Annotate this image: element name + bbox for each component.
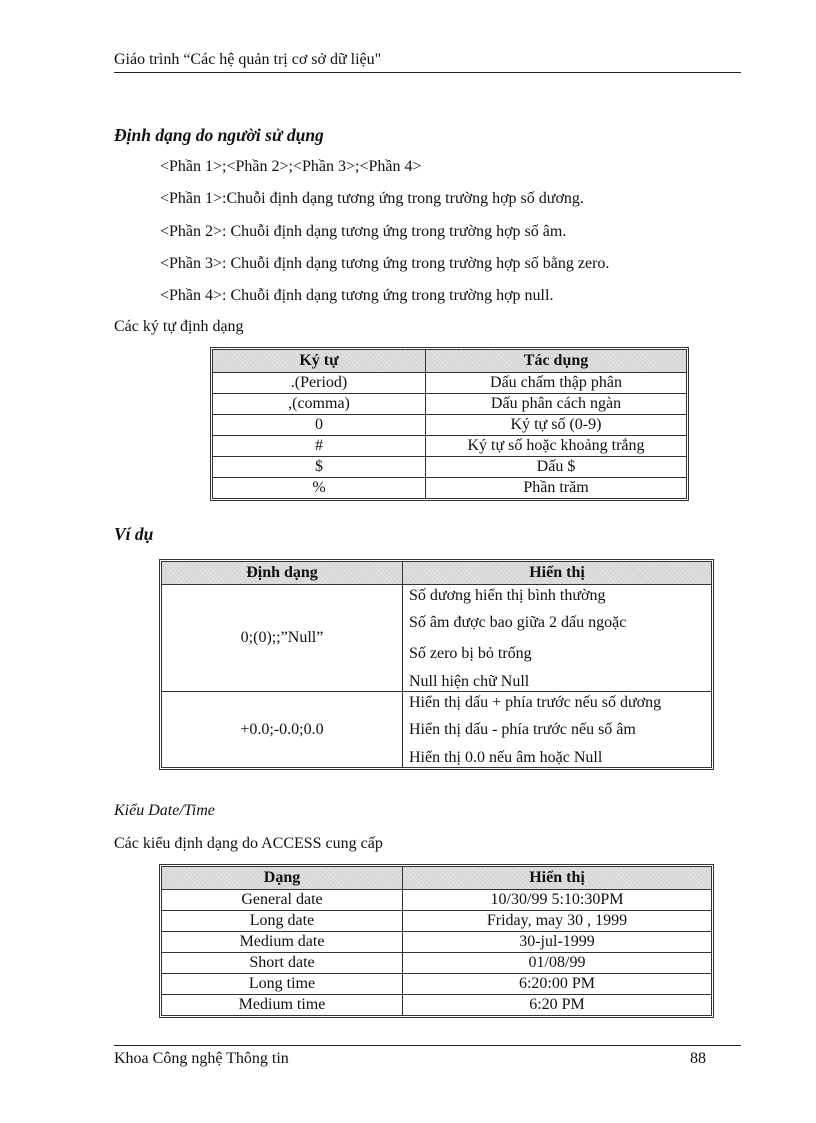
table-cell: General date <box>162 890 403 911</box>
display-line: Hiển thị dấu - phía trước nếu số âm <box>409 721 636 738</box>
table-row <box>213 373 687 394</box>
column-header: Hiển thị <box>403 562 712 585</box>
table-row <box>162 585 712 692</box>
format-line-1: <Phần 1>;<Phần 2>;<Phần 3>;<Phần 4> <box>160 158 422 175</box>
section-heading-example: Ví dụ <box>114 524 154 544</box>
table-cell: 6:20 PM <box>403 995 712 1016</box>
table-row <box>162 995 712 1016</box>
table-cell: 6:20:00 PM <box>403 974 712 995</box>
display-line: Số zero bị bỏ trống <box>409 645 532 662</box>
display-line: Null hiện chữ Null <box>409 673 530 690</box>
page-header-title: Giáo trình “Các hệ quản trị cơ sở dữ liệu" <box>114 51 382 68</box>
display-line: Số dương hiển thị bình thường <box>409 587 606 604</box>
table-cell: Dấu phân cách ngàn <box>426 394 687 415</box>
table-cell: .(Period) <box>213 373 426 394</box>
table-cell: Short date <box>162 953 403 974</box>
display-line: Hiển thị dấu + phía trước nếu số dương <box>409 694 662 711</box>
table-row <box>162 890 712 911</box>
section-heading-datetime: Kiểu Date/Time <box>114 802 215 819</box>
display-line: Số âm được bao giữa 2 dấu ngoặc <box>409 614 627 631</box>
table-cell: 30-jul-1999 <box>403 932 712 953</box>
table-cell: 0 <box>213 415 426 436</box>
table-cell: Friday, may 30 , 1999 <box>403 911 712 932</box>
datetime-caption: Các kiểu định dạng do ACCESS cung cấp <box>114 835 383 852</box>
format-line-4: <Phần 3>: Chuỗi định dạng tương ứng trong trường hợp số bằng zero. <box>160 255 610 272</box>
table-row <box>162 932 712 953</box>
table-header-row <box>213 350 687 373</box>
column-header: Dạng <box>162 867 403 890</box>
table-cell: Phần trăm <box>426 478 687 499</box>
format-char-table <box>212 349 687 499</box>
example-format-cell: 0;(0);;”Null” <box>162 585 403 692</box>
format-line-2: <Phần 1>:Chuỗi định dạng tương ứng trong trường hợp số dương. <box>160 190 584 207</box>
table-cell: Long time <box>162 974 403 995</box>
example-display-cell <box>403 692 712 768</box>
table-row <box>162 953 712 974</box>
table-row <box>162 911 712 932</box>
table-row <box>162 692 712 768</box>
table-cell: Dấu $ <box>426 457 687 478</box>
table-cell: Long date <box>162 911 403 932</box>
footer-department: Khoa Công nghệ Thông tin <box>114 1050 289 1067</box>
table-row <box>213 436 687 457</box>
column-header: Ký tự <box>213 350 426 373</box>
example-table <box>161 561 712 768</box>
table-cell: ,(comma) <box>213 394 426 415</box>
table-row <box>213 394 687 415</box>
table-cell: 01/08/99 <box>403 953 712 974</box>
table-cell: % <box>213 478 426 499</box>
column-header: Định dạng <box>162 562 403 585</box>
table-cell: 10/30/99 5:10:30PM <box>403 890 712 911</box>
chars-caption: Các ký tự định dạng <box>114 318 244 335</box>
table-header-row <box>162 867 712 890</box>
display-line: Hiển thị 0.0 nếu âm hoặc Null <box>409 749 603 766</box>
table-cell: Ký tự số (0-9) <box>426 415 687 436</box>
table-row <box>162 974 712 995</box>
table-header-row <box>162 562 712 585</box>
section-heading-user-format: Định dạng do người sử dụng <box>114 125 324 145</box>
table-cell: $ <box>213 457 426 478</box>
example-format-cell: +0.0;-0.0;0.0 <box>162 692 403 768</box>
example-display-cell <box>403 585 712 692</box>
column-header: Tác dụng <box>426 350 687 373</box>
table-row <box>213 478 687 499</box>
column-header: Hiển thị <box>403 867 712 890</box>
format-line-3: <Phần 2>: Chuỗi định dạng tương ứng trong trường hợp số âm. <box>160 223 567 240</box>
header-rule <box>114 72 741 73</box>
page-number: 88 <box>690 1050 706 1067</box>
table-cell: # <box>213 436 426 457</box>
format-line-5: <Phần 4>: Chuỗi định dạng tương ứng trong trường hợp null. <box>160 287 554 304</box>
footer-rule <box>114 1045 741 1046</box>
table-cell: Ký tự số hoặc khoảng trắng <box>426 436 687 457</box>
table-cell: Dấu chấm thập phân <box>426 373 687 394</box>
table-cell: Medium date <box>162 932 403 953</box>
table-row <box>213 457 687 478</box>
table-cell: Medium time <box>162 995 403 1016</box>
datetime-table <box>161 866 712 1016</box>
table-row <box>213 415 687 436</box>
